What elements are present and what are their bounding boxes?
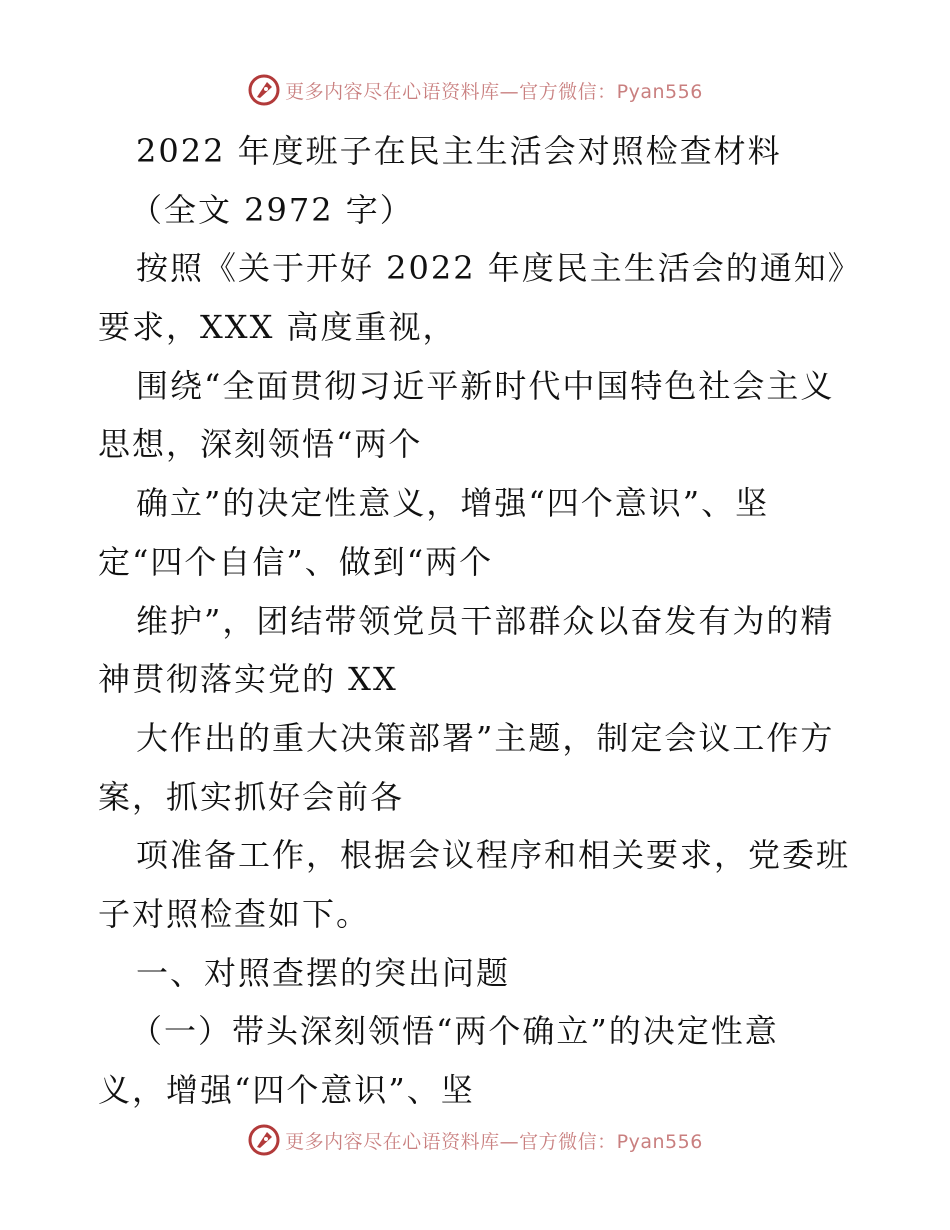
- word-count: （全文 2972 字）: [130, 190, 414, 229]
- paragraph-line: 围绕“全面贯彻习近平新时代中国特色社会主义: [136, 366, 835, 405]
- paragraph-line: 定“四个自信”、做到“两个: [98, 542, 494, 581]
- paragraph-line: 案，抓实抓好会前各: [98, 777, 405, 816]
- paragraph-line: 确立”的决定性意义，增强“四个意识”、坚: [136, 484, 770, 523]
- paragraph-line: 子对照检查如下。: [98, 894, 371, 933]
- section-heading: 一、对照查摆的突出问题: [136, 953, 511, 992]
- watermark-text: 更多内容尽在心语资料库—官方微信：Pyan556: [285, 1130, 703, 1153]
- document-title: 2022 年度班子在民主生活会对照检查材料: [136, 132, 782, 170]
- subsection-heading: （一）带头深刻领悟“两个确立”的决定性意: [130, 1012, 779, 1051]
- header-watermark: [0, 70, 950, 110]
- paragraph-line: 按照《关于开好 2022 年度民主生活会的通知》: [136, 249, 862, 288]
- watermark-text: 更多内容尽在心语资料库—官方微信：Pyan556: [285, 80, 703, 103]
- document-body: [98, 122, 862, 1120]
- pen-nib-logo-icon: [247, 1123, 281, 1157]
- paragraph-line: 项准备工作，根据会议程序和相关要求，党委班: [136, 836, 851, 875]
- pen-nib-logo-icon: [247, 73, 281, 107]
- paragraph-line: 要求，XXX 高度重视，: [98, 308, 457, 347]
- paragraph-line: 思想，深刻领悟“两个: [98, 425, 423, 464]
- paragraph-line: 神贯彻落实党的 XX: [98, 660, 398, 699]
- footer-watermark: [0, 1120, 950, 1160]
- paragraph-line: 维护”，团结带领党员干部群众以奋发有为的精: [136, 601, 835, 640]
- paragraph-line: 大作出的重大决策部署”主题，制定会议工作方: [136, 718, 835, 757]
- paragraph-line: 义，增强“四个意识”、坚: [98, 1071, 475, 1109]
